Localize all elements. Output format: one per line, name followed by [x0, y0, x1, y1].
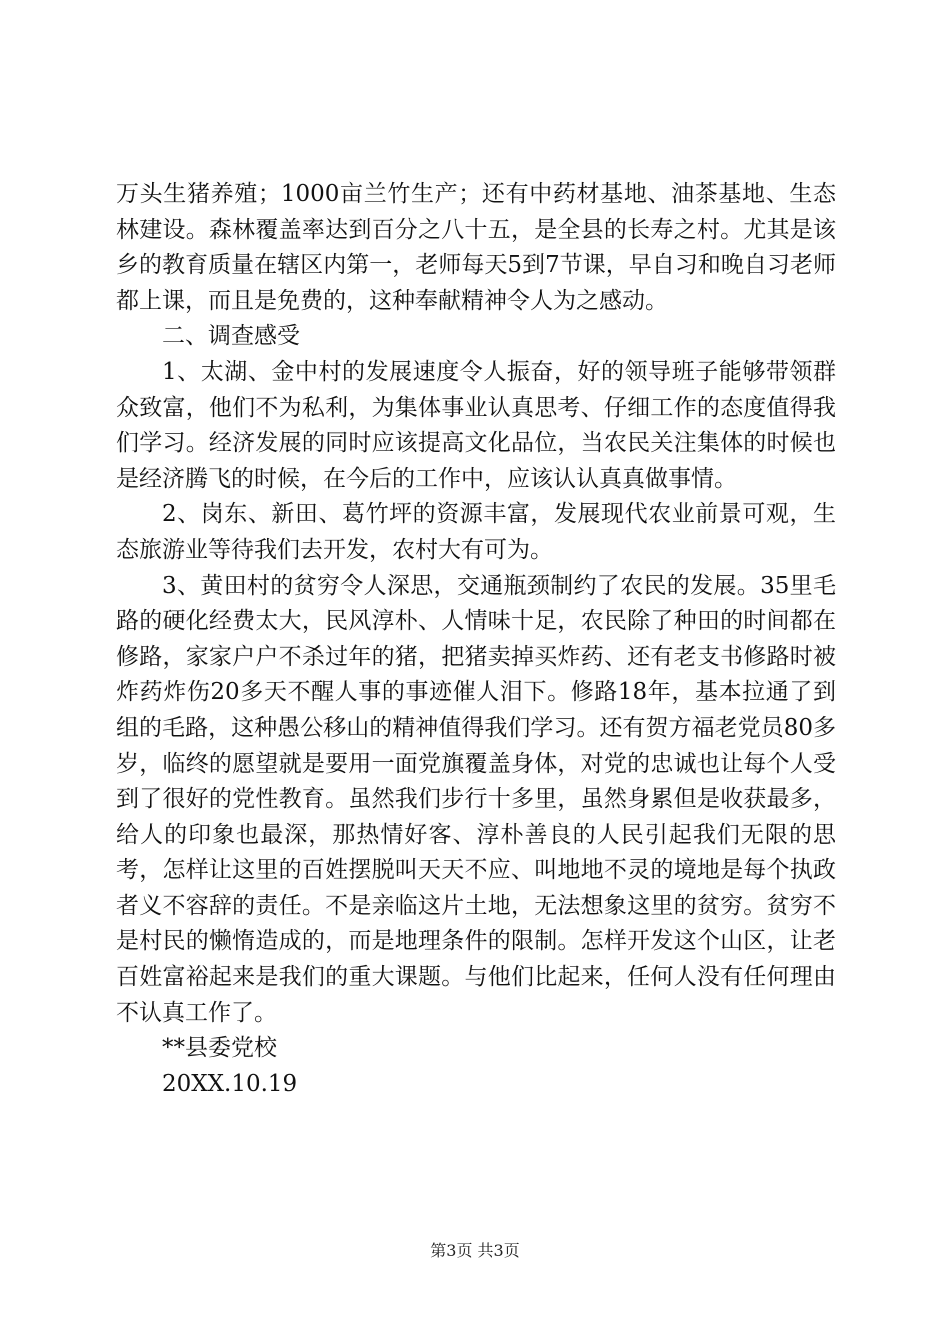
body-paragraph-2: 1、太湖、金中村的发展速度令人振奋，好的领导班子能够带领群众致富，他们不为私利，为集体事业认真思考、仔细工作的态度值得我们学习。经济发展的同时应该提高文化品位，当农民关注集体的时候也是经济腾飞的时候，在今后的工作中，应该认认真真做事情。	[116, 358, 836, 492]
document-body	[116, 177, 836, 1102]
body-paragraph-4: 3、黄田村的贫穷令人深思，交通瓶颈制约了农民的发展。35里毛路的硬化经费太大，民风淳朴、人情味十足，农民除了种田的时间都在修路，家家户户不杀过年的猪，把猪卖掉买炸药、还有老支书修路时被炸药炸伤20多天不醒人事的事迹催人泪下。修路18年，基本拉通了到组的毛路，这种愚公移山的精神值得我们学习。还有贺方福老党员80多岁，临终的愿望就是要用一面党旗覆盖身体，对党的忠诚也让每个人受到了很好的党性教育。虽然我们步行十多里，虽然身累但是收获最多，给人的印象也最深，那热情好客、淳朴善良的人民引起我们无限的思考，怎样让这里的百姓摆脱叫天天不应、叫地地不灵的境地是每个执政者义不容辞的责任。不是亲临这片土地，无法想象这里的贫穷。贫穷不是村民的懒惰造成的，而是地理条件的限制。怎样开发这个山区，让老百姓富裕起来是我们的重大课题。与他们比起来，任何人没有任何理由不认真工作了。	[116, 572, 836, 1026]
body-paragraph-1: 万头生猪养殖；1000亩兰竹生产；还有中药材基地、油茶基地、生态林建设。森林覆盖率达到百分之八十五，是全县的长寿之村。尤其是该乡的教育质量在辖区内第一，老师每天5到7节课，早自习和晚自习老师都上课，而且是免费的，这种奉献精神令人为之感动。	[116, 181, 836, 314]
body-paragraph-3: 2、岗东、新田、葛竹坪的资源丰富，发展现代农业前景可观，生态旅游业等待我们去开发，农村大有可为。	[116, 501, 836, 563]
section-heading: 二、调查感受	[162, 323, 300, 350]
document-date: 20XX.10.19	[162, 1070, 298, 1097]
page-number-footer: 第3页 共3页	[430, 1241, 520, 1260]
signature: **县委党校	[162, 1035, 277, 1062]
